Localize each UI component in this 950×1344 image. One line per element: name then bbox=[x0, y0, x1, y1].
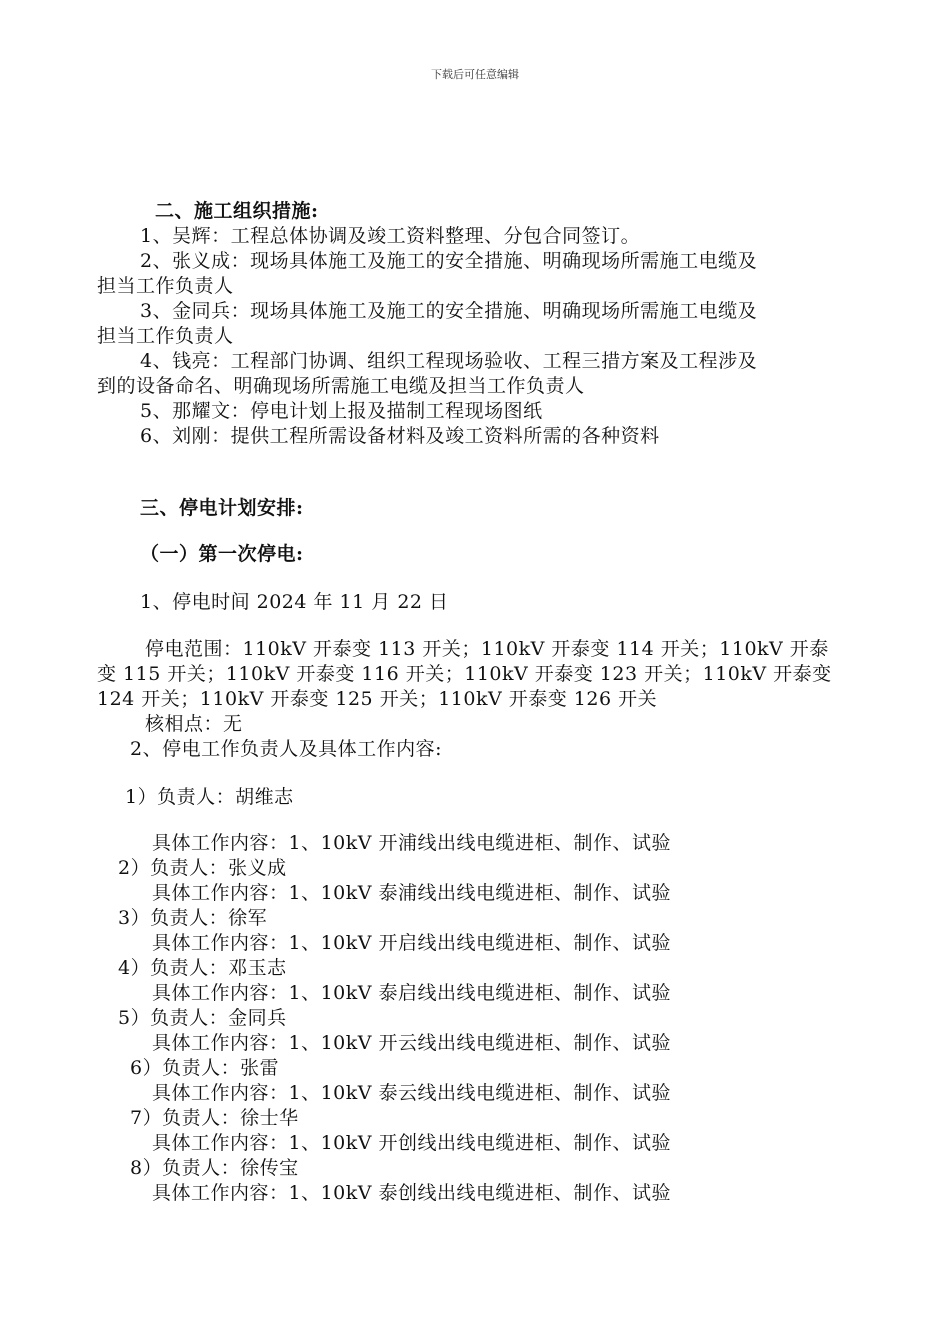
paragraph-line: 4、钱亮：工程部门协调、组织工程现场验收、工程三措方案及工程涉及 bbox=[140, 350, 758, 372]
worker-leader: 6）负责人：张雷 bbox=[130, 1057, 280, 1079]
subsection-title: （一）第一次停电: bbox=[140, 543, 304, 565]
work-title: 2、停电工作负责人及具体工作内容: bbox=[130, 738, 442, 760]
paragraph-line: 2、张义成：现场具体施工及施工的安全措施、明确现场所需施工电缆及 bbox=[140, 250, 758, 272]
worker-leader: 2）负责人：张义成 bbox=[118, 857, 287, 879]
worker-leader: 5）负责人：金同兵 bbox=[118, 1007, 287, 1029]
outage-range-line: 124 开关；110kV 开泰变 125 开关；110kV 开泰变 126 开关 bbox=[97, 688, 658, 710]
worker-content: 具体工作内容：1、10kV 开云线出线电缆进柜、制作、试验 bbox=[152, 1032, 672, 1054]
worker-content: 具体工作内容：1、10kV 泰云线出线电缆进柜、制作、试验 bbox=[152, 1082, 672, 1104]
worker-leader: 8）负责人：徐传宝 bbox=[130, 1157, 299, 1179]
paragraph-line: 3、金同兵：现场具体施工及施工的安全措施、明确现场所需施工电缆及 bbox=[140, 300, 758, 322]
outage-range-line: 变 115 开关；110kV 开泰变 116 开关；110kV 开泰变 123 开关；110kV 开泰变 bbox=[97, 663, 832, 685]
worker-content: 具体工作内容：1、10kV 泰启线出线电缆进柜、制作、试验 bbox=[152, 982, 672, 1004]
paragraph-line: 6、刘刚：提供工程所需设备材料及竣工资料所需的各种资料 bbox=[140, 425, 660, 447]
paragraph-line: 担当工作负责人 bbox=[97, 325, 234, 347]
paragraph-line: 到的设备命名、明确现场所需施工电缆及担当工作负责人 bbox=[97, 375, 585, 397]
outage-range-line: 停电范围：110kV 开泰变 113 开关；110kV 开泰变 114 开关；110kV 开泰 bbox=[145, 638, 829, 660]
worker-leader: 7）负责人：徐士华 bbox=[130, 1107, 299, 1129]
section-title: 三、停电计划安排: bbox=[140, 497, 304, 519]
worker-leader: 1）负责人：胡维志 bbox=[125, 786, 294, 808]
worker-content: 具体工作内容：1、10kV 开创线出线电缆进柜、制作、试验 bbox=[152, 1132, 672, 1154]
worker-leader: 4）负责人：邓玉志 bbox=[118, 957, 287, 979]
worker-leader: 3）负责人：徐军 bbox=[118, 907, 268, 929]
worker-content: 具体工作内容：1、10kV 开启线出线电缆进柜、制作、试验 bbox=[152, 932, 672, 954]
paragraph-line: 5、那耀文：停电计划上报及描制工程现场图纸 bbox=[140, 400, 543, 422]
worker-content: 具体工作内容：1、10kV 开浦线出线电缆进柜、制作、试验 bbox=[152, 832, 672, 854]
worker-content: 具体工作内容：1、10kV 泰创线出线电缆进柜、制作、试验 bbox=[152, 1182, 672, 1204]
section-title: 二、施工组织措施: bbox=[155, 200, 319, 222]
outage-time: 1、停电时间 2024 年 11 月 22 日 bbox=[140, 591, 449, 613]
phase-point: 核相点：无 bbox=[145, 713, 243, 735]
paragraph-line: 1、吴辉：工程总体协调及竣工资料整理、分包合同签订。 bbox=[140, 225, 641, 247]
paragraph-line: 担当工作负责人 bbox=[97, 275, 234, 297]
page-header: 下载后可任意编辑 bbox=[431, 68, 519, 81]
worker-content: 具体工作内容：1、10kV 泰浦线出线电缆进柜、制作、试验 bbox=[152, 882, 672, 904]
